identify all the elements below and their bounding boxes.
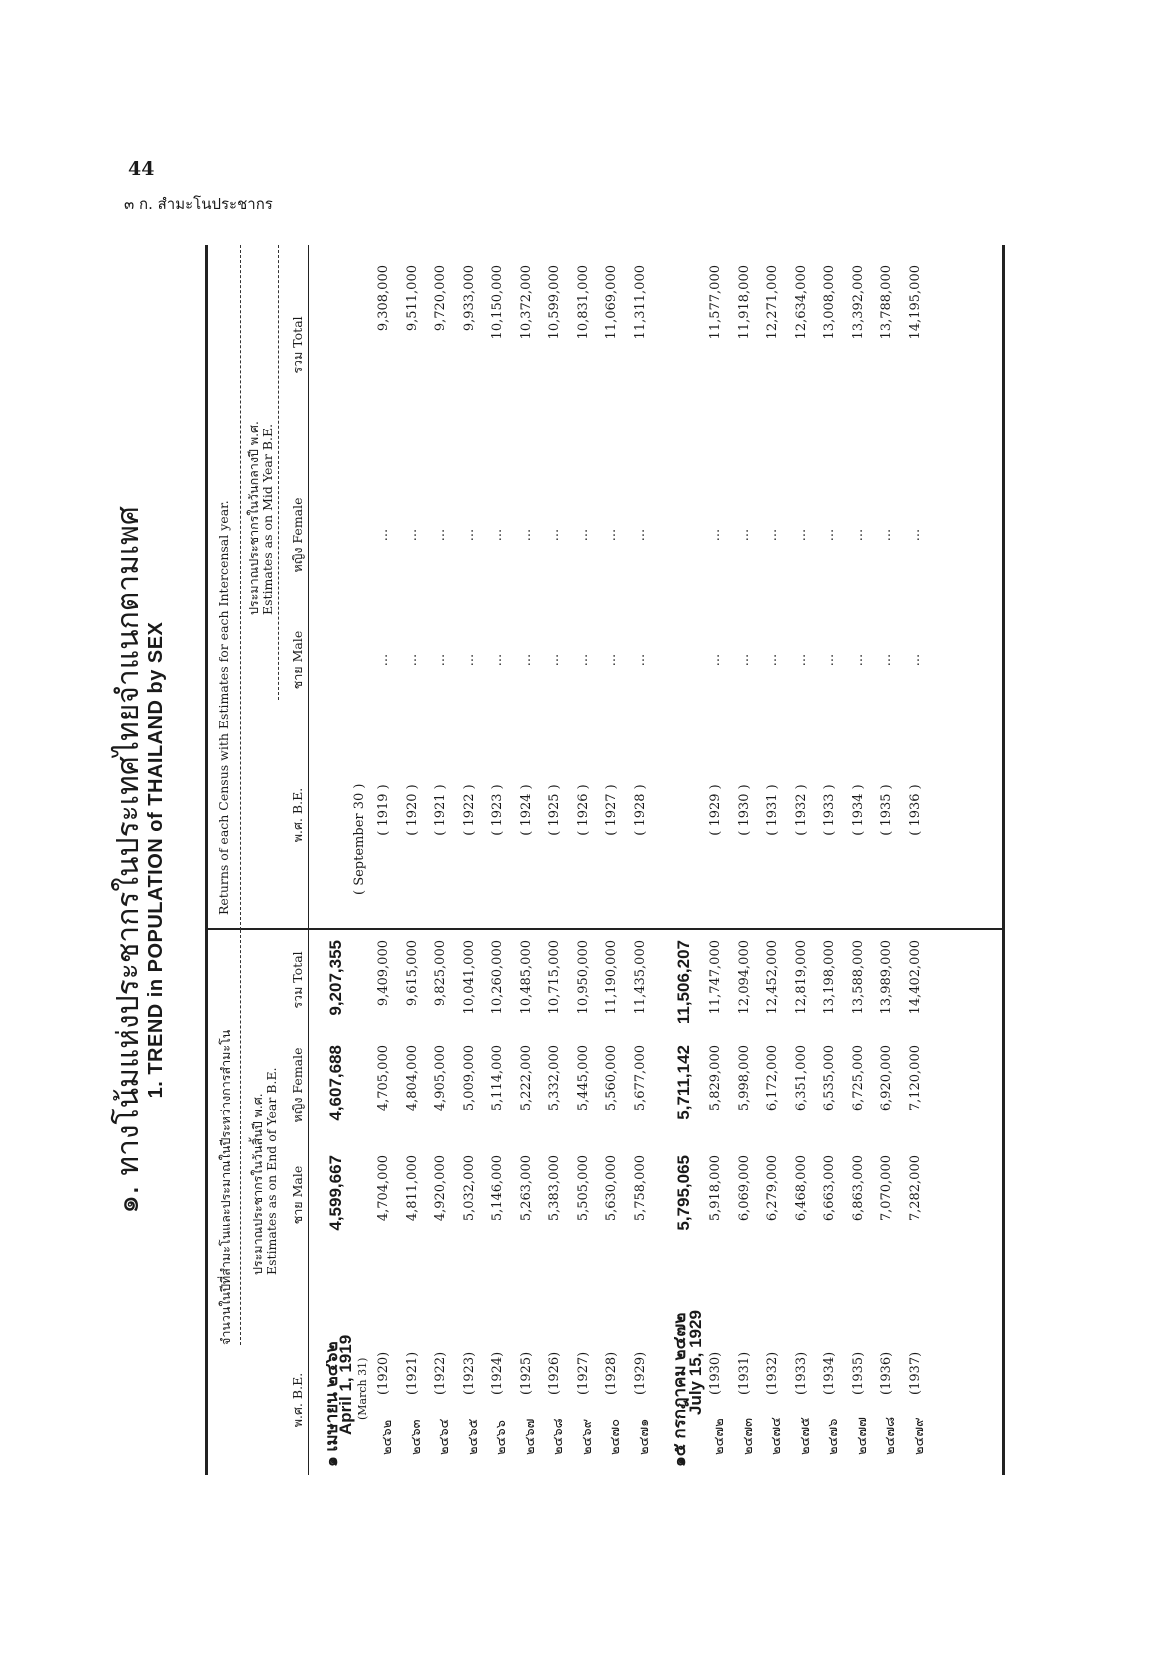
table-cell-male: 6,069,000 [736,1155,752,1222]
table-cell-male: 7,282,000 [907,1155,923,1222]
table-cell-mid-ad: ( 1922 ) [461,784,477,836]
table-cell-female: 5,445,000 [575,1045,591,1112]
table-stage [111,245,1005,1475]
table-cell-mid-ad: ( 1933 ) [822,784,837,836]
table-cell-mid-female: ... [850,528,866,542]
table-cell-be: ๒๔๗๙ [911,1417,927,1455]
header-sub-left-thai: ประมาณประชากรในวันสิ้นปี พ.ศ. [250,1093,265,1275]
col-header-total-left: รวม Total [290,951,305,1009]
table-cell-mid-ad: ( 1930 ) [736,784,752,836]
title-thai: ๑. ทางโน้มแห่งประชากรในประเทศไทยจำแนกตามเพศ [111,506,146,1214]
table-cell-mid-total: 13,788,000 [879,265,894,340]
table-cell-mid-ad: ( 1934 ) [850,784,866,836]
census-1-total: 9,207,355 [326,940,345,1016]
col-header-female-left: หญิง Female [290,1047,305,1123]
table-cell-mid-total: 10,372,000 [518,265,534,340]
table-cell-mid-male: ... [490,653,505,667]
table-cell-mid-female: ... [547,528,562,542]
table-cell-mid-total: 13,008,000 [822,265,837,340]
table-cell-mid-female: ... [822,528,837,542]
table-cell-male: 6,663,000 [822,1155,837,1222]
table-cell-total: 12,819,000 [793,940,809,1015]
table-cell-male: 5,758,000 [632,1155,648,1222]
table-cell-mid-male: ... [765,653,780,667]
table-cell-mid-male: ... [376,653,391,667]
table-cell-total: 12,452,000 [765,940,780,1015]
table-cell-mid-male: ... [518,653,534,667]
table-cell-total: 9,825,000 [433,940,448,1007]
table-cell-be: ๒๔๗๒ [712,1418,727,1455]
table-cell-mid-female: ... [604,528,619,542]
table-cell-total: 11,435,000 [632,940,648,1015]
table-cell-male: 4,811,000 [404,1155,420,1222]
header-divider [308,245,309,1475]
table-cell-total: 10,260,000 [490,940,505,1015]
table-cell-ad: (1920) [376,1351,391,1395]
table-cell-mid-female: ... [518,528,534,542]
table-cell-be: ๒๔๖๙ [579,1418,595,1455]
header-group-right: Returns of each Census with Estimates for each Intercensal year. [216,500,231,915]
table-cell-mid-male: ... [822,653,837,667]
table-cell-female: 5,998,000 [736,1045,752,1112]
header-sub-right-thai: ประมาณประชากรในวันกลางปี พ.ศ. [246,421,261,615]
table-cell-ad: (1922) [433,1351,448,1395]
table-cell-female: 5,829,000 [708,1045,723,1112]
table-cell-mid-male: ... [736,653,752,667]
table-cell-total: 10,715,000 [547,940,562,1015]
table-cell-mid-female: ... [793,528,809,542]
table-cell-total: 12,094,000 [736,940,752,1015]
table-cell-mid-male: ... [433,653,448,667]
table-cell-ad: (1933) [793,1351,809,1395]
col-header-be-left: พ.ศ. B.E. [290,1372,305,1428]
table-cell-male: 5,918,000 [708,1155,723,1222]
census-2-female: 5,711,142 [674,1045,693,1120]
table-cell-female: 6,172,000 [765,1045,780,1112]
table-cell-male: 6,468,000 [793,1155,809,1222]
table-cell-mid-female: ... [575,528,591,542]
table-cell-mid-female: ... [765,528,780,542]
table-cell-mid-total: 10,831,000 [575,265,591,340]
table-cell-female: 6,351,000 [793,1045,809,1112]
table-cell-male: 4,704,000 [376,1155,391,1222]
table-cell-mid-ad: ( 1919 ) [376,784,391,836]
col-header-be-right: พ.ศ. B.E. [290,787,305,843]
header-sub-left-en: Estimates as on End of Year B.E. [264,1067,279,1275]
census-1-note: (March 31) [356,1357,369,1420]
census-2-male: 5,795,065 [674,1155,693,1231]
col-header-male-left: ชาย Male [290,1165,305,1225]
table-cell-ad: (1936) [879,1351,894,1395]
table-cell-mid-ad: ( 1926 ) [575,784,591,836]
table-cell-be: ๒๔๗๖ [826,1418,841,1455]
table-cell-be: ๒๔๖๗ [522,1418,538,1455]
census-2-label-en: July 15, 1929 [686,1310,705,1415]
col-header-male-right: ชาย Male [290,630,305,690]
census-1-label-thai: ๑ เมษายน ๒๔๖๒ [322,1341,341,1467]
table-cell-ad: (1929) [632,1351,648,1395]
table-cell-female: 7,120,000 [907,1045,923,1112]
table-cell-be: ๒๔๗๗ [854,1417,870,1455]
table-cell-mid-total: 13,392,000 [850,265,866,340]
table-cell-mid-female: ... [404,528,420,542]
table-cell-total: 14,402,000 [907,940,923,1015]
table-cell-total: 11,747,000 [708,940,723,1015]
mid-year-note: ( September 30 ) [352,783,367,895]
table-cell-mid-female: ... [736,528,752,542]
table-cell-ad: (1926) [547,1351,562,1395]
table-cell-male: 4,920,000 [433,1155,448,1222]
table-cell-mid-female: ... [433,528,448,542]
table-cell-mid-female: ... [490,528,505,542]
table-cell-male: 5,505,000 [575,1155,591,1222]
table-cell-total: 10,950,000 [575,940,591,1015]
table-cell-male: 5,032,000 [461,1155,477,1222]
table-cell-female: 5,009,000 [461,1045,477,1112]
table-cell-mid-total: 14,195,000 [907,265,923,340]
table-cell-mid-female: ... [461,528,477,542]
table-cell-be: ๒๔๖๘ [551,1418,566,1455]
table-cell-mid-ad: ( 1921 ) [433,784,448,836]
subheader-rule [278,245,279,700]
table-cell-ad: (1925) [518,1351,534,1395]
table-cell-total: 9,615,000 [404,940,420,1007]
table-cell-male: 6,863,000 [850,1155,866,1222]
table-cell-female: 4,905,000 [433,1045,448,1112]
section-label: ๓ ก. สำมะโนประชากร [124,195,273,213]
table-cell-mid-female: ... [879,528,894,542]
census-1-female: 4,607,688 [326,1045,345,1121]
table-cell-mid-total: 11,311,000 [632,265,648,340]
table-cell-mid-total: 11,069,000 [604,265,619,340]
table-cell-mid-ad: ( 1925 ) [547,784,562,836]
census-2-label-thai: ๑๕ กรกฎาคม ๒๔๗๒ [670,1312,689,1467]
table-cell-female: 6,920,000 [879,1045,894,1112]
table-cell-total: 13,588,000 [850,940,866,1015]
table-cell-mid-male: ... [604,653,619,667]
table-cell-mid-male: ... [879,653,894,667]
table-cell-female: 4,705,000 [376,1045,391,1112]
rotated-table [111,245,1005,1475]
table-cell-be: ๒๔๗๓ [740,1417,756,1455]
table-cell-mid-total: 9,720,000 [433,265,448,332]
table-cell-mid-male: ... [575,653,591,667]
table-cell-be: ๒๔๖๖ [494,1420,509,1455]
table-cell-female: 6,725,000 [850,1045,866,1112]
header-rule-left [240,930,241,1345]
table-cell-female: 6,535,000 [822,1045,837,1112]
table-cell-mid-male: ... [404,653,420,667]
table-cell-ad: (1927) [575,1351,591,1395]
table-cell-total: 11,190,000 [604,940,619,1015]
table-cell-mid-female: ... [907,528,923,542]
table-cell-mid-ad: ( 1927 ) [604,784,619,836]
table-cell-be: ๒๔๖๓ [408,1419,424,1455]
table-cell-female: 5,560,000 [604,1045,619,1112]
table-cell-mid-female: ... [708,528,723,542]
table-cell-male: 7,070,000 [879,1155,894,1222]
table-cell-mid-ad: ( 1924 ) [518,784,534,836]
table-cell-be: ๒๔๗๔ [769,1416,784,1455]
table-cell-male: 6,279,000 [765,1155,780,1222]
table-cell-be: ๒๔๗๕ [797,1416,813,1455]
table-cell-mid-ad: ( 1932 ) [793,784,809,836]
table-cell-female: 5,677,000 [632,1045,648,1112]
census-2-total: 11,506,207 [674,940,693,1025]
census-1-label-en: April 1, 1919 [336,1334,355,1435]
col-header-total-right: รวม Total [290,316,305,374]
table-cell-ad: (1928) [604,1351,619,1395]
table-cell-total: 13,198,000 [822,940,837,1015]
title-english: 1. TREND in POPULATION of THAILAND by SEX [145,621,167,1099]
table-cell-ad: (1935) [850,1351,866,1395]
table-cell-mid-total: 12,634,000 [793,265,809,340]
header-rule-right [240,245,241,930]
table-cell-be: ๒๔๗๑ [636,1418,652,1455]
header-sub-right-en: Estimates as on Mid Year B.E. [260,423,275,615]
census-1-male: 4,599,667 [326,1155,345,1231]
table-cell-mid-ad: ( 1936 ) [907,784,923,836]
table-cell-ad: (1924) [490,1351,505,1395]
table-cell-total: 13,989,000 [879,940,894,1015]
table-cell-female: 5,222,000 [518,1045,534,1112]
table-cell-mid-total: 12,271,000 [765,265,780,340]
table-cell-mid-ad: ( 1923 ) [490,784,505,836]
table-cell-female: 5,114,000 [490,1045,505,1112]
table-cell-mid-ad: ( 1931 ) [765,784,780,836]
table-cell-mid-total: 9,308,000 [376,265,391,332]
table-cell-be: ๒๔๗๐ [608,1418,623,1455]
table-cell-mid-male: ... [793,653,809,667]
table-cell-mid-ad: ( 1920 ) [404,784,420,836]
table-cell-mid-male: ... [632,653,648,667]
mid-divider [208,928,1002,930]
table-cell-mid-total: 11,577,000 [708,265,723,340]
table-cell-ad: (1934) [822,1351,837,1395]
table-cell-be: ๒๔๖๔ [437,1418,452,1455]
table-cell-mid-total: 9,511,000 [404,265,420,332]
population-table [205,245,1005,1475]
header-group-left: จำนวนในปีที่สำมะโนและประมาณในปีระหว่างการสำมะโน [218,1029,233,1345]
table-cell-be: ๒๔๖๕ [465,1418,481,1455]
table-cell-mid-male: ... [461,653,477,667]
table-cell-male: 5,146,000 [490,1155,505,1222]
table-cell-male: 5,383,000 [547,1155,562,1222]
table-cell-female: 4,804,000 [404,1045,420,1112]
table-cell-total: 9,409,000 [376,940,391,1007]
table-cell-ad: (1937) [907,1351,923,1395]
table-cell-mid-ad: ( 1929 ) [708,784,723,836]
table-cell-mid-female: ... [632,528,648,542]
table-cell-mid-total: 9,933,000 [461,265,477,332]
table-cell-female: 5,332,000 [547,1045,562,1112]
table-cell-be: ๒๔๗๘ [883,1416,898,1455]
table-cell-ad: (1932) [765,1351,780,1395]
table-cell-total: 10,041,000 [461,940,477,1015]
table-cell-mid-total: 10,150,000 [490,265,505,340]
table-cell-male: 5,630,000 [604,1155,619,1222]
table-cell-mid-male: ... [547,653,562,667]
table-cell-mid-total: 10,599,000 [547,265,562,340]
table-cell-ad: (1921) [404,1351,420,1395]
table-cell-mid-ad: ( 1935 ) [879,784,894,836]
page-number: 44 [128,158,155,180]
table-cell-ad: (1930) [708,1351,723,1395]
table-cell-be: ๒๔๖๒ [380,1419,395,1455]
table-cell-mid-male: ... [708,653,723,667]
table-cell-mid-male: ... [850,653,866,667]
table-cell-total: 10,485,000 [518,940,534,1015]
col-header-female-right: หญิง Female [290,497,305,573]
table-cell-ad: (1931) [736,1351,752,1395]
table-cell-mid-ad: ( 1928 ) [632,784,648,836]
table-cell-mid-male: ... [907,653,923,667]
table-cell-mid-female: ... [376,528,391,542]
table-cell-mid-total: 11,918,000 [736,265,752,340]
table-cell-male: 5,263,000 [518,1155,534,1222]
table-cell-ad: (1923) [461,1351,477,1395]
